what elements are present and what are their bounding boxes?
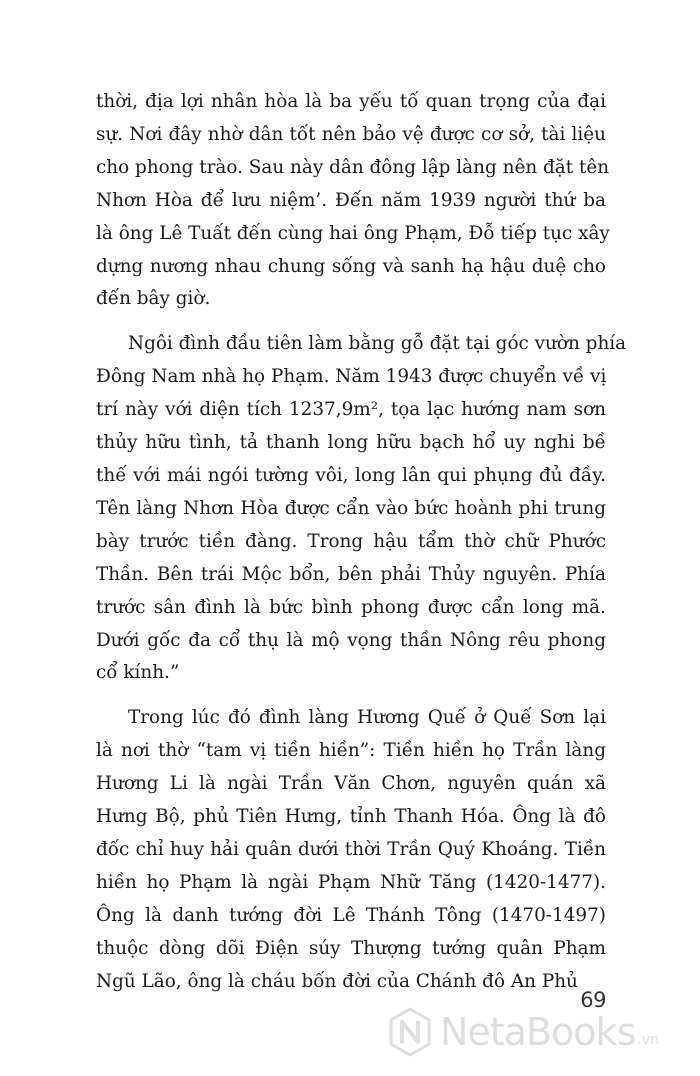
text-line: Thần. Bên trái Mộc bổn, bên phải Thủy nguyên. Phía <box>96 563 606 585</box>
text-line: thời, địa lợi nhân hòa là ba yếu tố quan trọng của đại <box>96 91 606 112</box>
text-line: Dưới gốc đa cổ thụ là mộ vọng thần Nông rêu phong <box>96 629 606 651</box>
watermark-text: NetaBooks <box>440 1010 636 1054</box>
text-line: Đông Nam nhà họ Phạm. Năm 1943 được chuyển về vị <box>96 366 607 388</box>
paragraph <box>96 702 606 998</box>
text-line: đốc chỉ huy hải quân dưới thời Trần Quý Khoáng. Tiền <box>96 838 606 860</box>
text-line: Trong lúc đó đình làng Hương Quế ở Quế Sơn lại <box>128 707 606 729</box>
paragraph <box>96 86 610 316</box>
text-line: Hưng Bộ, phủ Tiên Hưng, tỉnh Thanh Hóa. Ông là đô <box>96 806 606 828</box>
text-line: dựng nương nhau chung sống và sanh hạ hậu duệ cho <box>96 255 606 277</box>
netabooks-logo-icon <box>388 1007 432 1057</box>
text-line: thế với mái ngói tường vôi, long lân qui phụng đủ đầy. <box>96 464 606 486</box>
text-line: cổ kính.” <box>96 662 180 684</box>
text-line: là nơi thờ “tam vị tiền hiền”: Tiền hiền họ Trần làng <box>96 740 606 762</box>
text-line: Ngũ Lão, ông là cháu bốn đời của Chánh đô An Phủ <box>96 970 578 992</box>
text-line: thủy hữu tình, tả thanh long hữu bạch hổ uy nghi bề <box>96 432 606 454</box>
text-line: Nhơn Hòa để lưu niệm’. Đến năm 1939 người thứ ba <box>96 189 606 211</box>
watermark-suffix: .vn <box>637 1032 659 1048</box>
text-line: bày trước tiền đàng. Trong hậu tẩm thờ chữ Phước <box>96 530 606 552</box>
text-line: sự. Nơi đây nhờ dân tốt nên bảo vệ được cơ sở, tài liệu <box>96 123 606 145</box>
text-line: cho phong trào. Sau này dân đông lập làng nên đặt tên <box>96 156 610 178</box>
paragraph <box>96 328 627 690</box>
text-line: Ngôi đình đầu tiên làm bằng gỗ đặt tại góc vườn phía <box>128 333 627 355</box>
text-line: Ông là danh tướng đời Lê Thánh Tông (1470-1497) <box>96 904 606 926</box>
page-body <box>96 86 627 1010</box>
text-line: là ông Lê Tuất đến cùng hai ông Phạm, Đỗ tiếp tục xây <box>96 222 610 244</box>
text-line: thuộc dòng dõi Điện súy Thượng tướng quân Phạm <box>96 937 606 959</box>
page-number: 69 <box>580 988 606 1012</box>
text-line: trước sân đình là bức bình phong được cẩn long mã. <box>96 596 606 618</box>
text-line: trí này với diện tích 1237,9m², tọa lạc hướng nam sơn <box>96 399 606 421</box>
watermark <box>388 1004 659 1060</box>
text-line: hiền họ Phạm là ngài Phạm Nhữ Tăng (1420-1477). <box>96 871 606 893</box>
text-line: đến bây giờ. <box>96 288 211 310</box>
text-line: Tên làng Nhơn Hòa được cẩn vào bức hoành phi trung <box>96 497 606 519</box>
text-line: Hương Li là ngài Trần Văn Chơn, nguyên quán xã <box>96 773 606 795</box>
